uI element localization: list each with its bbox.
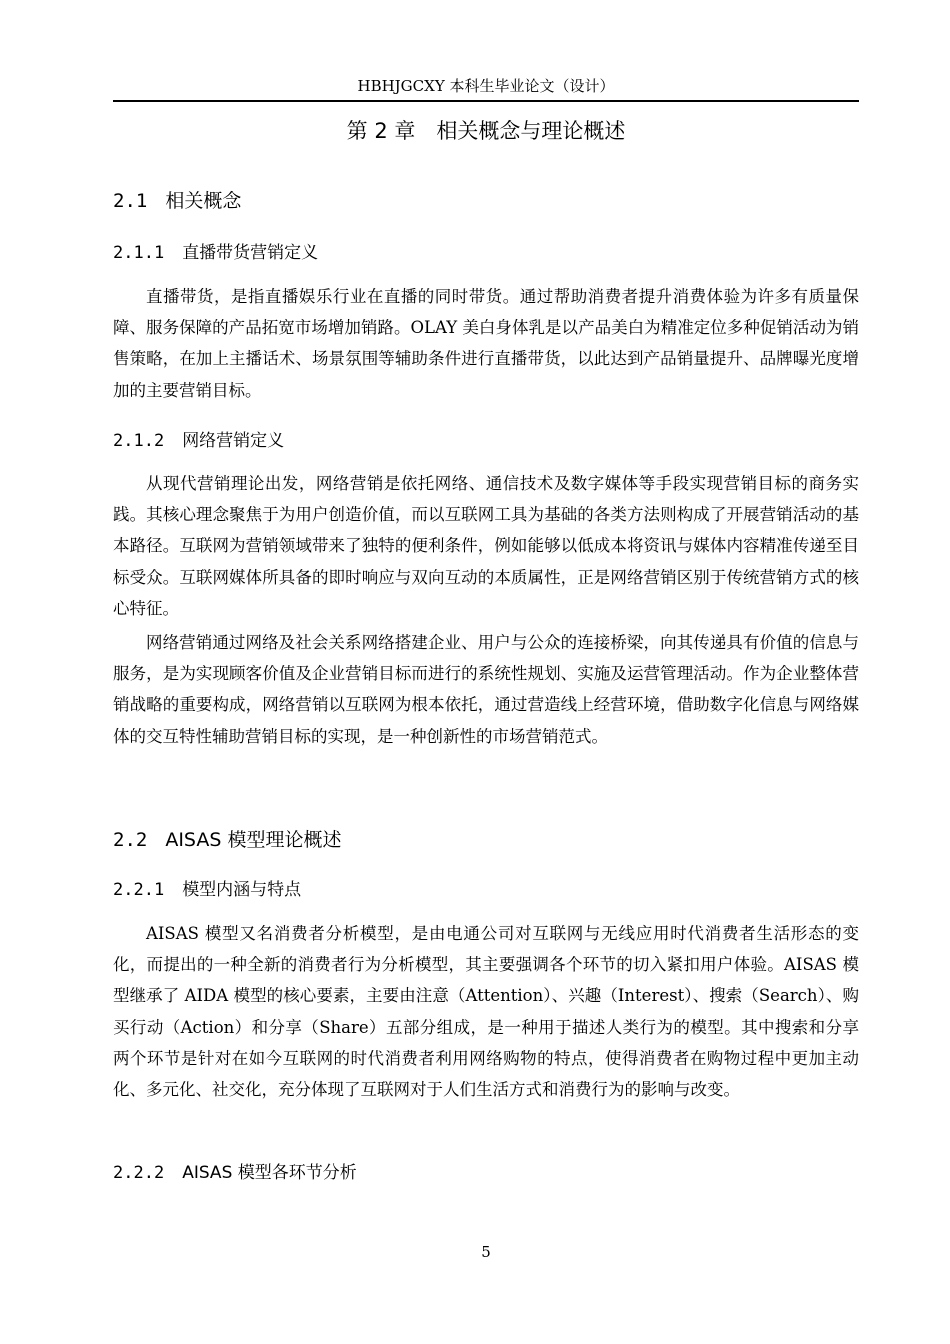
subsection-number: 2.2.1 xyxy=(113,880,165,900)
subsection-title: 直播带货营销定义 xyxy=(182,243,319,263)
subsection-title: 模型内涵与特点 xyxy=(182,880,302,900)
paragraph-network-marketing-definition: 从现代营销理论出发，网络营销是依托网络、通信技术及数字媒体等手段实现营销目标的商务实践。其核心理念聚焦于为用户创造价值，而以互联网工具为基础的各类方法则构成了开展营销活动的基本路径。互联网为营销领域带来了独特的便利条件，例如能够以低成本将资讯与媒体内容精准传递至目标受众。互联网媒体所具备的即时响应与双向互动的本质属性，正是网络营销区别于传统营销方式的核心特征。 xyxy=(113,474,859,618)
subsection-heading-2-1-1 xyxy=(113,240,859,266)
section-heading-2-2 xyxy=(113,826,859,854)
subsection-number: 2.1.2 xyxy=(113,431,165,451)
page-number: 5 xyxy=(481,1243,491,1261)
paragraph-aisas-model-overview: AISAS 模型又名消费者分析模型，是由电通公司对互联网与无线应用时代消费者生活形态的变化，而提出的一种全新的消费者行为分析模型，其主要强调各个环节的切入紧扣用户体验。AISAS 模型继承了 AIDA 模型的核心要素，主要由注意（Attention）、兴趣（Interest）、搜索（Search）、购买行动（Action）和分享（Share）五部分组成，是一种用于描述人类行为的模型。其中搜索和分享两个环节是针对在如今互联网的时代消费者利用网络购物的特点，使得消费者在购物过程中更加主动化、多元化、社交化，充分体现了互联网对于人们生活方式和消费行为的影响与改变。 xyxy=(113,924,859,1100)
section-heading-2-1 xyxy=(113,187,859,215)
paragraph-live-commerce-definition: 直播带货，是指直播娱乐行业在直播的同时带货。通过帮助消费者提升消费体验为许多有质量保障、服务保障的产品拓宽市场增加销路。OLAY 美白身体乳是以产品美白为精准定位多种促销活动为销售策略，在加上主播话术、场景氛围等辅助条件进行直播带货，以此达到产品销量提升、品牌曝光度增加的主要营销目标。 xyxy=(113,287,859,400)
subsection-title: AISAS 模型各环节分析 xyxy=(182,1163,357,1183)
subsection-heading-2-2-2 xyxy=(113,1160,859,1186)
subsection-number: 2.2.2 xyxy=(113,1163,165,1183)
subsection-heading-2-1-2 xyxy=(113,428,859,454)
chapter-title: 第 2 章 相关概念与理论概述 xyxy=(346,119,626,143)
paragraph-network-marketing-role: 网络营销通过网络及社会关系网络搭建企业、用户与公众的连接桥梁，向其传递具有价值的信息与服务，是为实现顾客价值及企业营销目标而进行的系统性规划、实施及运营管理活动。作为企业整体营销战略的重要构成，网络营销以互联网为根本依托，通过营造线上经营环境，借助数字化信息与网络媒体的交互特性辅助营销目标的实现，是一种创新性的市场营销范式。 xyxy=(113,633,859,746)
section-title: 相关概念 xyxy=(165,190,242,212)
header-divider xyxy=(113,100,859,102)
subsection-heading-2-2-1 xyxy=(113,877,859,903)
section-title: AISAS 模型理论概述 xyxy=(165,829,342,851)
section-number: 2.1 xyxy=(113,190,148,212)
section-number: 2.2 xyxy=(113,829,148,851)
running-header: HBHJGCXY 本科生毕业论文（设计） xyxy=(357,77,615,95)
subsection-number: 2.1.1 xyxy=(113,243,165,263)
subsection-title: 网络营销定义 xyxy=(182,431,285,451)
